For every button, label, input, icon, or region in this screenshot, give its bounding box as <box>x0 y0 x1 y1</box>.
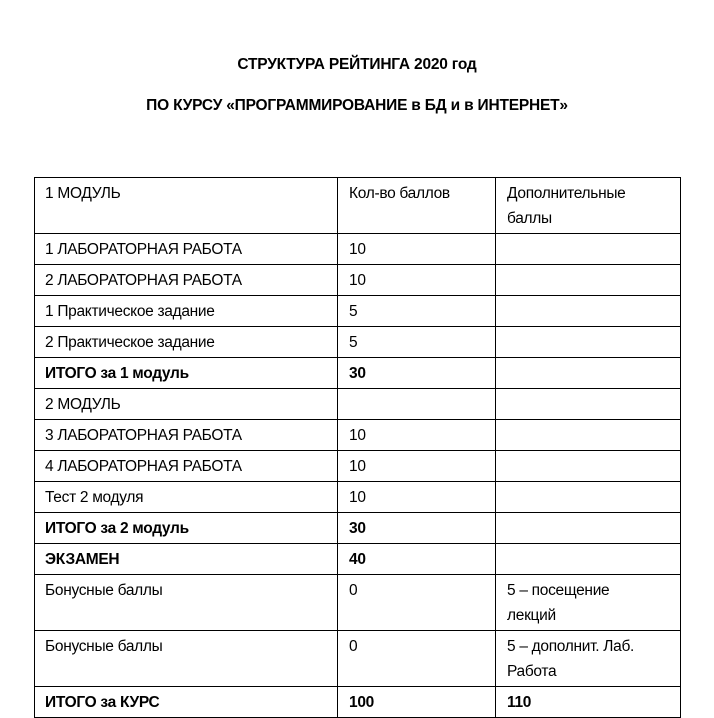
points-cell: 0 <box>338 575 496 631</box>
module2-header-row <box>35 389 681 420</box>
item-cell: ЭКЗАМЕН <box>35 544 338 575</box>
extra-cell <box>496 420 681 451</box>
bonus-row <box>35 631 681 687</box>
item-cell: Бонусные баллы <box>35 631 338 687</box>
header-module-cell: 1 МОДУЛЬ <box>35 178 338 234</box>
points-cell: 5 <box>338 296 496 327</box>
points-cell: 30 <box>338 358 496 389</box>
item-cell: 3 ЛАБОРАТОРНАЯ РАБОТА <box>35 420 338 451</box>
points-cell: 5 <box>338 327 496 358</box>
extra-cell <box>496 265 681 296</box>
extra-cell: 110 <box>496 687 681 718</box>
extra-line1: 5 – посещение <box>507 582 610 599</box>
document-title: СТРУКТУРА РЕЙТИНГА 2020 год <box>237 56 477 73</box>
extra-cell <box>496 451 681 482</box>
points-cell: 100 <box>338 687 496 718</box>
table-row <box>35 234 681 265</box>
extra-cell <box>496 234 681 265</box>
document-subtitle: ПО КУРСУ «ПРОГРАММИРОВАНИЕ в БД и в ИНТЕРНЕТ» <box>146 97 568 114</box>
points-cell: 10 <box>338 451 496 482</box>
table-row <box>35 420 681 451</box>
extra-cell <box>496 296 681 327</box>
table-row <box>35 265 681 296</box>
header-points-cell: Кол-во баллов <box>338 178 496 234</box>
module1-total-row <box>35 358 681 389</box>
extra-cell <box>496 327 681 358</box>
exam-row <box>35 544 681 575</box>
table-header-row <box>35 178 681 234</box>
table-row <box>35 451 681 482</box>
item-cell: ИТОГО за КУРС <box>35 687 338 718</box>
extra-cell <box>496 513 681 544</box>
points-cell <box>338 389 496 420</box>
points-cell: 40 <box>338 544 496 575</box>
header-extra-cell <box>496 178 681 234</box>
extra-line1: 5 – дополнит. Лаб. <box>507 638 635 655</box>
table-row <box>35 482 681 513</box>
header-extra-line2: баллы <box>507 210 552 227</box>
item-cell: ИТОГО за 1 модуль <box>35 358 338 389</box>
item-cell: 2 ЛАБОРАТОРНАЯ РАБОТА <box>35 265 338 296</box>
extra-cell <box>496 575 681 631</box>
extra-line2: Работа <box>507 663 557 680</box>
item-cell: 2 Практическое задание <box>35 327 338 358</box>
extra-cell <box>496 482 681 513</box>
item-cell: 4 ЛАБОРАТОРНАЯ РАБОТА <box>35 451 338 482</box>
points-cell: 30 <box>338 513 496 544</box>
points-cell: 0 <box>338 631 496 687</box>
extra-cell <box>496 631 681 687</box>
points-cell: 10 <box>338 482 496 513</box>
points-cell: 10 <box>338 234 496 265</box>
rating-structure-table <box>34 177 681 718</box>
item-cell: Бонусные баллы <box>35 575 338 631</box>
item-cell: 2 МОДУЛЬ <box>35 389 338 420</box>
item-cell: 1 ЛАБОРАТОРНАЯ РАБОТА <box>35 234 338 265</box>
item-cell: ИТОГО за 2 модуль <box>35 513 338 544</box>
points-cell: 10 <box>338 420 496 451</box>
table-row <box>35 296 681 327</box>
points-cell: 10 <box>338 265 496 296</box>
header-extra-line1: Дополнительные <box>507 185 626 202</box>
item-cell: Тест 2 модуля <box>35 482 338 513</box>
extra-cell <box>496 358 681 389</box>
course-total-row <box>35 687 681 718</box>
table-row <box>35 327 681 358</box>
module2-total-row <box>35 513 681 544</box>
extra-cell <box>496 389 681 420</box>
bonus-row <box>35 575 681 631</box>
item-cell: 1 Практическое задание <box>35 296 338 327</box>
extra-cell <box>496 544 681 575</box>
extra-line2: лекций <box>507 607 556 624</box>
